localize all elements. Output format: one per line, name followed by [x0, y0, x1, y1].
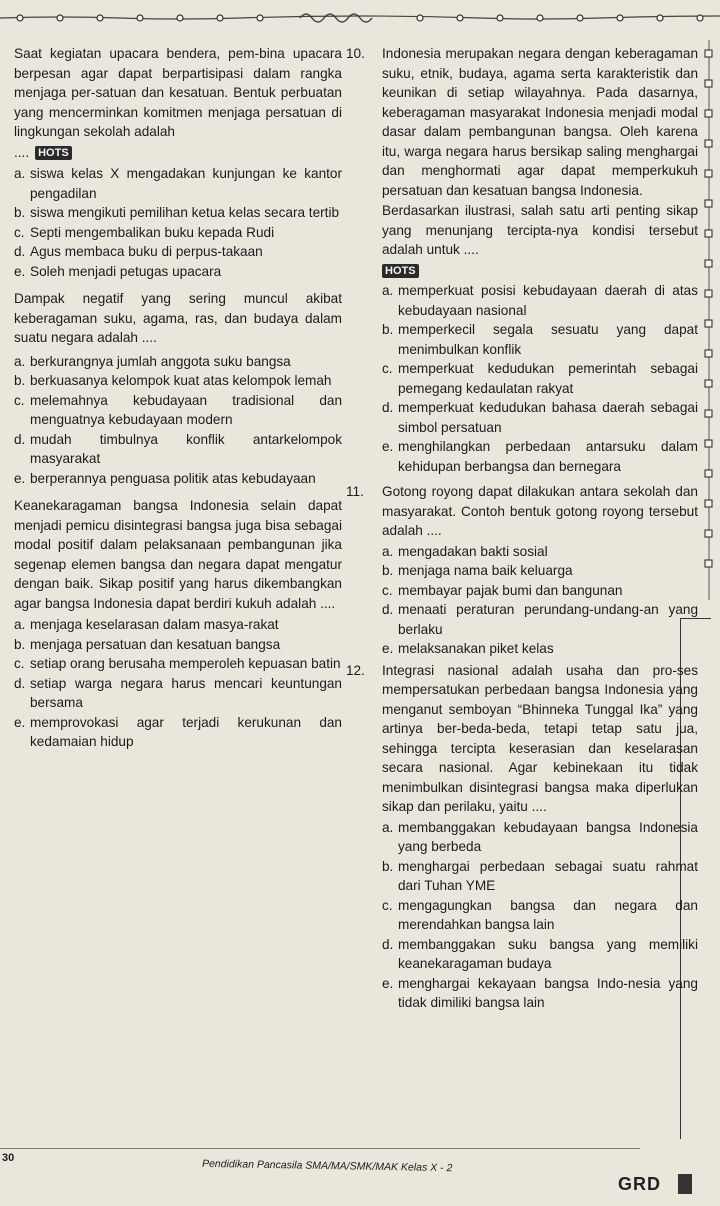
option-item[interactable]: e. melaksanakan piket kelas — [382, 641, 554, 656]
option-item[interactable]: b. memperkecil segala sesuatu yang dapat menimbulkan konflik — [382, 322, 698, 357]
option-item[interactable]: d. Agus membaca buku di perpus-takaan — [14, 244, 263, 259]
option-item[interactable]: d. setiap warga negara harus mencari keuntungan bersama — [14, 675, 342, 710]
option-list — [14, 615, 342, 752]
option-item[interactable]: b. menghargai perbedaan sebagai suatu rahmat dari Tuhan YME — [382, 858, 698, 893]
right-column — [346, 44, 698, 1013]
question-text: Dampak negatif yang sering muncul akibat keberagaman suku, agama, ras, dan budaya dalam suatu negara adalah .... — [14, 291, 342, 345]
option-item[interactable]: d. memperkuat kedudukan bahasa daerah sebagai simbol persatuan — [382, 400, 698, 435]
top-border-ornament — [0, 6, 720, 30]
question-number: 11. — [346, 484, 364, 499]
option-item[interactable]: d. mudah timbulnya konflik antarkelompok masyarakat — [14, 431, 342, 466]
option-item[interactable]: e. Soleh menjadi petugas upacara — [14, 263, 222, 279]
logo-mark-icon — [678, 1174, 692, 1194]
option-item[interactable]: d. menaati peraturan perundang-undang-an yang berlaku — [382, 602, 698, 637]
option-item[interactable]: b. menjaga nama baik keluarga — [382, 563, 573, 578]
option-item[interactable]: b. siswa mengikuti pemilihan ketua kelas secara tertib — [14, 205, 340, 220]
option-item[interactable]: e. menghilangkan perbedaan antarsuku dalam kehidupan berbangsa dan bernegara — [382, 439, 698, 474]
question-text: Saat kegiatan upacara bendera, pem-bina upacara berpesan agar dapat berpartisipasi dalam rangka menjaga per-satuan dan kesatuan. Bentuk perbuatan yang mencerminkan komitmen menjaga persatuan di lingkungan sekolah adalah — [14, 46, 342, 139]
option-item[interactable]: c. mengagungkan bangsa dan negara dan merendahkan bangsa lain — [382, 897, 698, 932]
option-list — [14, 352, 342, 489]
option-item[interactable]: e. memprovokasi agar terjadi kerukunan dan kedamaian hidup — [14, 714, 342, 749]
publisher-logo: GRD — [618, 1174, 661, 1194]
page-number: 30 — [2, 1152, 15, 1164]
option-item[interactable]: b. berkuasanya kelompok kuat atas kelompok lemah — [14, 373, 332, 388]
question-11 — [346, 482, 698, 661]
right-border-ornament — [702, 40, 716, 600]
option-item[interactable]: a. berkurangnya jumlah anggota suku bangsa — [14, 353, 291, 369]
option-item[interactable]: c. memperkuat kedudukan pemerintah sebagai pemegang kedaulatan rakyat — [382, 361, 698, 396]
option-item[interactable]: a. membanggakan kebudayaan bangsa Indonesia yang berbeda — [382, 819, 698, 854]
page-content — [14, 44, 704, 1134]
option-item[interactable]: c. melemahnya kebudayaan tradisional dan menguatnya kebudayaan modern — [14, 392, 342, 427]
question-text: Keanekaragaman bangsa Indonesia selain dapat menjadi pemicu disintegrasi bangsa juga bisa sebagai modal positif dalam pelaksanaan pembangunan jika segenap elemen bangsa dan negara dapat mengatur dengan baik. Sikap positif yang harus dikembangkan agar bangsa Indonesia dapat berdiri kukuh adalah .... — [14, 498, 342, 611]
question-tail: .... HOTS — [14, 143, 342, 163]
option-item[interactable]: a. mengadakan bakti sosial — [382, 543, 548, 559]
left-column — [14, 44, 342, 752]
question-number: 12. — [346, 662, 365, 678]
option-item[interactable]: a. memperkuat posisi kebudayaan daerah di atas kebudayaan nasional — [382, 283, 698, 318]
question-text: Gotong royong dapat dilakukan antara sekolah dan masyarakat. Contoh bentuk gotong royong tersebut adalah .... — [382, 484, 698, 538]
question-text: Integrasi nasional adalah usaha dan pro-ses mempersatukan perbedaan bangsa Indonesia yang menganut semboyan “Bhinneka Tunggal Ika” yang artinya ber-beda-beda, tetapi tetap satu jua, sehingga tercipta keserasian dan keselarasan secara nasional. Agar kebinekaan itu tidak menimbulkan disintegrasi bangsa maka diperlukan sikap dan perilaku, yaitu .... — [382, 662, 698, 814]
option-item[interactable]: a. menjaga keselarasan dalam masya-rakat — [14, 617, 279, 632]
hots-badge: HOTS — [382, 264, 419, 278]
option-item[interactable]: e. menghargai kekayaan bangsa Indo-nesia yang tidak dimiliki bangsa lain — [382, 975, 698, 1010]
option-item[interactable]: d. membanggakan suku bangsa yang memiliki keanekaragaman budaya — [382, 936, 698, 971]
option-item[interactable]: b. menjaga persatuan dan kesatuan bangsa — [14, 636, 281, 652]
option-item[interactable]: c. membayar pajak bumi dan bangunan — [382, 582, 623, 598]
question-text: Berdasarkan ilustrasi, salah satu arti penting sikap yang menunjang tercipta-nya kondisi tersebut adalah untuk .... — [382, 203, 698, 257]
question-10 — [346, 44, 698, 482]
option-item[interactable]: a. siswa kelas X mengadakan kunjungan ke kantor pengadilan — [14, 166, 342, 201]
question-number: 10. — [346, 46, 365, 61]
option-item[interactable]: e. berperannya penguasa politik atas kebudayaan — [14, 470, 316, 486]
option-item[interactable]: c. setiap orang berusaha memperoleh kepuasan batin — [14, 656, 341, 671]
book-title: Pendidikan Pancasila SMA/MA/SMK/MAK Kelas X - 2 — [201, 1157, 453, 1175]
question-text: Indonesia merupakan negara dengan keberagaman suku, etnik, budaya, agama serta karakteristik dan keunikan di setiap wilayahnya. Pada dasarnya, keberagaman masyarakat Indonesia menjadi modal dasar dalam pembangunan bangsa. Oleh karena itu, warga negara harus bersikap saling menghargai dan menghormati agar dapat memperkukuh persatuan dan kesatuan bangsa Indonesia. — [382, 46, 698, 198]
footer-divider — [0, 1148, 640, 1149]
hots-badge: HOTS — [35, 146, 72, 160]
option-item[interactable]: c. Septi mengembalikan buku kepada Rudi — [14, 224, 275, 240]
option-list — [14, 164, 342, 281]
question-12 — [346, 661, 698, 1013]
